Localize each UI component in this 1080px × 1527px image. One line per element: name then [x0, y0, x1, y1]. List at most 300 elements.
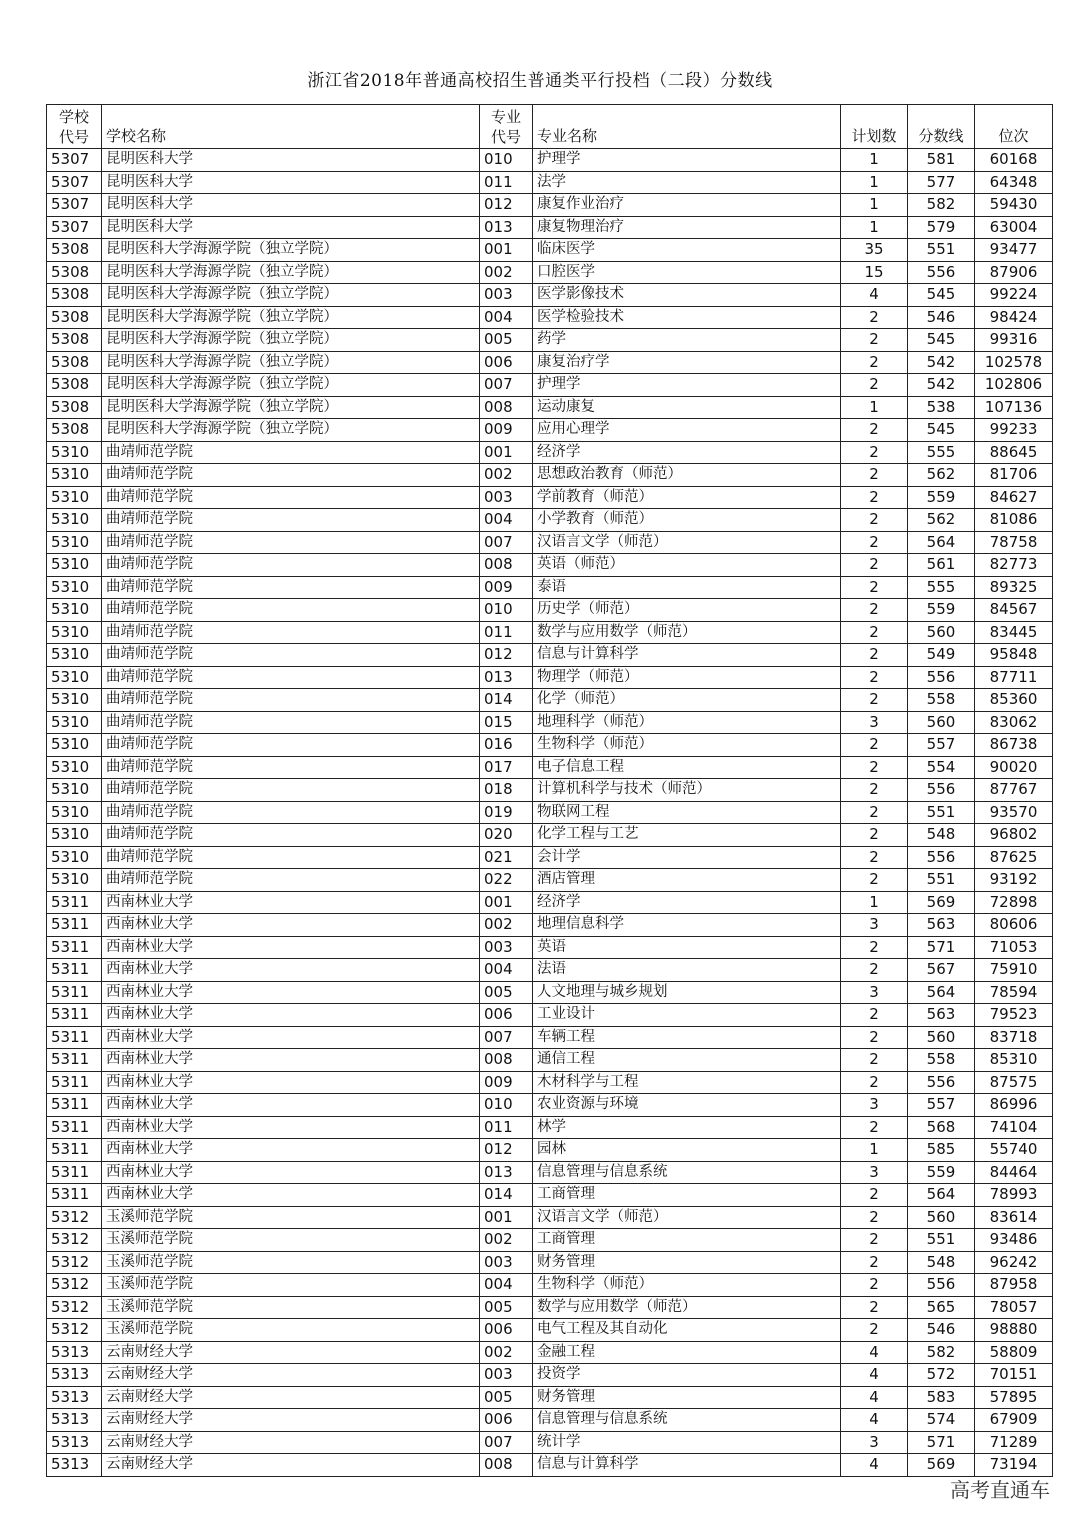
cell-major-name: 生物科学（师范）: [533, 1274, 841, 1297]
cell-school-code: 5307: [47, 216, 102, 239]
cell-school-code: 5313: [47, 1409, 102, 1432]
cell-school-code: 5312: [47, 1296, 102, 1319]
cell-plan: 4: [841, 284, 908, 307]
cell-score: 545: [908, 419, 975, 442]
cell-score: 572: [908, 1364, 975, 1387]
cell-school-name: 昆明医科大学海源学院（独立学院）: [102, 374, 480, 397]
cell-school-name: 曲靖师范学院: [102, 554, 480, 577]
cell-rank: 96802: [975, 824, 1053, 847]
cell-major-name: 工商管理: [533, 1229, 841, 1252]
table-row: [47, 374, 1053, 397]
table-row: [47, 1094, 1053, 1117]
cell-major-code: 006: [480, 1004, 533, 1027]
cell-plan: 4: [841, 1364, 908, 1387]
cell-score: 571: [908, 936, 975, 959]
cell-rank: 81086: [975, 509, 1053, 532]
table-row: [47, 1274, 1053, 1297]
cell-major-code: 015: [480, 711, 533, 734]
cell-major-name: 计算机科学与技术（师范）: [533, 779, 841, 802]
cell-major-name: 工业设计: [533, 1004, 841, 1027]
cell-school-name: 曲靖师范学院: [102, 464, 480, 487]
cell-plan: 4: [841, 1409, 908, 1432]
cell-major-name: 信息与计算科学: [533, 1454, 841, 1477]
cell-major-name: 应用心理学: [533, 419, 841, 442]
cell-plan: 2: [841, 1026, 908, 1049]
cell-school-name: 西南林业大学: [102, 1116, 480, 1139]
cell-score: 542: [908, 351, 975, 374]
cell-score: 560: [908, 1026, 975, 1049]
watermark: 高考直通车: [950, 1478, 1050, 1502]
cell-school-name: 西南林业大学: [102, 914, 480, 937]
cell-school-code: 5310: [47, 464, 102, 487]
cell-plan: 15: [841, 261, 908, 284]
table-row: [47, 711, 1053, 734]
cell-major-code: 020: [480, 824, 533, 847]
table-body: [47, 149, 1053, 1477]
table-row: [47, 779, 1053, 802]
cell-major-code: 010: [480, 149, 533, 172]
cell-score: 564: [908, 531, 975, 554]
cell-school-code: 5308: [47, 419, 102, 442]
header-school-name: 学校名称: [102, 105, 480, 149]
cell-school-code: 5310: [47, 599, 102, 622]
cell-score: 579: [908, 216, 975, 239]
cell-plan: 2: [841, 419, 908, 442]
cell-major-code: 012: [480, 644, 533, 667]
table-row: [47, 801, 1053, 824]
cell-school-code: 5311: [47, 1184, 102, 1207]
cell-plan: 1: [841, 149, 908, 172]
cell-plan: 2: [841, 689, 908, 712]
cell-plan: 2: [841, 756, 908, 779]
cell-score: 560: [908, 711, 975, 734]
cell-school-name: 昆明医科大学海源学院（独立学院）: [102, 351, 480, 374]
cell-rank: 96242: [975, 1251, 1053, 1274]
cell-rank: 85360: [975, 689, 1053, 712]
cell-plan: 2: [841, 869, 908, 892]
cell-major-name: 财务管理: [533, 1251, 841, 1274]
cell-score: 546: [908, 306, 975, 329]
cell-plan: 35: [841, 239, 908, 262]
cell-plan: 2: [841, 779, 908, 802]
cell-rank: 83062: [975, 711, 1053, 734]
table-row: [47, 1431, 1053, 1454]
cell-major-name: 物联网工程: [533, 801, 841, 824]
cell-rank: 63004: [975, 216, 1053, 239]
cell-rank: 78057: [975, 1296, 1053, 1319]
cell-plan: 2: [841, 1184, 908, 1207]
cell-score: 556: [908, 261, 975, 284]
cell-rank: 89325: [975, 576, 1053, 599]
table-row: [47, 621, 1053, 644]
cell-school-name: 曲靖师范学院: [102, 576, 480, 599]
cell-major-code: 013: [480, 666, 533, 689]
cell-school-code: 5312: [47, 1319, 102, 1342]
cell-plan: 2: [841, 1071, 908, 1094]
cell-rank: 107136: [975, 396, 1053, 419]
cell-major-name: 法语: [533, 959, 841, 982]
cell-score: 577: [908, 171, 975, 194]
cell-rank: 74104: [975, 1116, 1053, 1139]
cell-major-code: 019: [480, 801, 533, 824]
cell-major-code: 006: [480, 351, 533, 374]
cell-major-name: 酒店管理: [533, 869, 841, 892]
cell-school-code: 5310: [47, 441, 102, 464]
table-row: [47, 1364, 1053, 1387]
cell-score: 557: [908, 1094, 975, 1117]
header-major-code-line1: 专业: [490, 108, 521, 126]
cell-score: 560: [908, 621, 975, 644]
cell-rank: 75910: [975, 959, 1053, 982]
cell-plan: 2: [841, 1116, 908, 1139]
cell-school-name: 西南林业大学: [102, 1071, 480, 1094]
table-row: [47, 846, 1053, 869]
cell-plan: 2: [841, 554, 908, 577]
cell-rank: 78594: [975, 981, 1053, 1004]
cell-rank: 90020: [975, 756, 1053, 779]
cell-plan: 2: [841, 936, 908, 959]
table-row: [47, 599, 1053, 622]
cell-school-name: 曲靖师范学院: [102, 734, 480, 757]
cell-school-name: 曲靖师范学院: [102, 824, 480, 847]
cell-school-code: 5313: [47, 1364, 102, 1387]
cell-major-code: 009: [480, 419, 533, 442]
cell-major-name: 会计学: [533, 846, 841, 869]
table-row: [47, 1319, 1053, 1342]
cell-major-name: 电子信息工程: [533, 756, 841, 779]
cell-score: 549: [908, 644, 975, 667]
cell-score: 542: [908, 374, 975, 397]
cell-school-name: 西南林业大学: [102, 891, 480, 914]
table-row: [47, 1116, 1053, 1139]
cell-plan: 2: [841, 329, 908, 352]
cell-plan: 2: [841, 1229, 908, 1252]
table-row: [47, 1161, 1053, 1184]
cell-school-name: 昆明医科大学海源学院（独立学院）: [102, 239, 480, 262]
cell-major-code: 010: [480, 1094, 533, 1117]
table-row: [47, 734, 1053, 757]
cell-major-name: 农业资源与环境: [533, 1094, 841, 1117]
header-major-code-line2: 代号: [490, 128, 521, 146]
header-major-name: 专业名称: [533, 105, 841, 149]
header-school-code-line2: 代号: [58, 128, 89, 146]
cell-major-name: 经济学: [533, 441, 841, 464]
cell-school-code: 5311: [47, 1071, 102, 1094]
cell-school-name: 玉溪师范学院: [102, 1274, 480, 1297]
cell-score: 548: [908, 1251, 975, 1274]
cell-school-name: 昆明医科大学海源学院（独立学院）: [102, 284, 480, 307]
cell-school-name: 曲靖师范学院: [102, 801, 480, 824]
cell-major-name: 泰语: [533, 576, 841, 599]
cell-rank: 93192: [975, 869, 1053, 892]
cell-major-name: 英语（师范）: [533, 554, 841, 577]
cell-plan: 2: [841, 1274, 908, 1297]
cell-school-code: 5313: [47, 1341, 102, 1364]
cell-major-code: 004: [480, 509, 533, 532]
table-row: [47, 486, 1053, 509]
cell-plan: 2: [841, 1004, 908, 1027]
cell-major-name: 临床医学: [533, 239, 841, 262]
cell-school-name: 曲靖师范学院: [102, 779, 480, 802]
cell-plan: 1: [841, 1139, 908, 1162]
cell-rank: 99233: [975, 419, 1053, 442]
cell-rank: 71053: [975, 936, 1053, 959]
cell-score: 564: [908, 981, 975, 1004]
cell-score: 571: [908, 1431, 975, 1454]
cell-plan: 2: [841, 486, 908, 509]
cell-plan: 2: [841, 374, 908, 397]
cell-rank: 84627: [975, 486, 1053, 509]
cell-major-name: 工商管理: [533, 1184, 841, 1207]
table-row: [47, 1071, 1053, 1094]
table-row: [47, 149, 1053, 172]
cell-major-name: 信息与计算科学: [533, 644, 841, 667]
cell-score: 569: [908, 1454, 975, 1477]
cell-school-code: 5311: [47, 891, 102, 914]
cell-rank: 87575: [975, 1071, 1053, 1094]
cell-school-name: 昆明医科大学海源学院（独立学院）: [102, 419, 480, 442]
cell-major-code: 002: [480, 914, 533, 937]
cell-major-code: 016: [480, 734, 533, 757]
cell-plan: 2: [841, 1251, 908, 1274]
cell-school-code: 5308: [47, 239, 102, 262]
cell-rank: 82773: [975, 554, 1053, 577]
table-row: [47, 1004, 1053, 1027]
cell-major-code: 003: [480, 936, 533, 959]
table-row: [47, 464, 1053, 487]
cell-school-name: 西南林业大学: [102, 1139, 480, 1162]
cell-school-name: 西南林业大学: [102, 959, 480, 982]
cell-rank: 79523: [975, 1004, 1053, 1027]
cell-plan: 2: [841, 1296, 908, 1319]
table-row: [47, 1206, 1053, 1229]
cell-major-code: 013: [480, 1161, 533, 1184]
cell-school-name: 曲靖师范学院: [102, 486, 480, 509]
cell-plan: 2: [841, 1049, 908, 1072]
cell-school-code: 5310: [47, 621, 102, 644]
cell-major-code: 001: [480, 1206, 533, 1229]
cell-school-name: 云南财经大学: [102, 1454, 480, 1477]
table-row: [47, 261, 1053, 284]
cell-major-code: 001: [480, 891, 533, 914]
cell-rank: 80606: [975, 914, 1053, 937]
header-school-code: [47, 105, 102, 149]
cell-plan: 3: [841, 1094, 908, 1117]
cell-school-code: 5311: [47, 936, 102, 959]
cell-plan: 2: [841, 621, 908, 644]
cell-school-name: 西南林业大学: [102, 1026, 480, 1049]
cell-plan: 2: [841, 531, 908, 554]
cell-rank: 99224: [975, 284, 1053, 307]
cell-school-code: 5310: [47, 689, 102, 712]
cell-school-code: 5310: [47, 509, 102, 532]
cell-school-code: 5313: [47, 1454, 102, 1477]
cell-major-code: 007: [480, 1026, 533, 1049]
cell-major-code: 021: [480, 846, 533, 869]
cell-rank: 81706: [975, 464, 1053, 487]
cell-major-name: 化学（师范）: [533, 689, 841, 712]
cell-school-name: 玉溪师范学院: [102, 1251, 480, 1274]
cell-rank: 102806: [975, 374, 1053, 397]
cell-major-code: 005: [480, 981, 533, 1004]
cell-school-code: 5310: [47, 666, 102, 689]
cell-school-code: 5310: [47, 576, 102, 599]
table-row: [47, 1296, 1053, 1319]
cell-plan: 2: [841, 824, 908, 847]
cell-school-code: 5311: [47, 1026, 102, 1049]
cell-major-name: 电气工程及其自动化: [533, 1319, 841, 1342]
cell-score: 545: [908, 329, 975, 352]
cell-rank: 78993: [975, 1184, 1053, 1207]
cell-school-code: 5313: [47, 1386, 102, 1409]
cell-rank: 59430: [975, 194, 1053, 217]
table-row: [47, 959, 1053, 982]
cell-major-name: 护理学: [533, 374, 841, 397]
cell-major-name: 统计学: [533, 1431, 841, 1454]
cell-school-name: 西南林业大学: [102, 1184, 480, 1207]
cell-plan: 2: [841, 644, 908, 667]
cell-score: 546: [908, 1319, 975, 1342]
cell-major-name: 园林: [533, 1139, 841, 1162]
cell-major-code: 002: [480, 464, 533, 487]
cell-rank: 87767: [975, 779, 1053, 802]
header-score: 分数线: [908, 105, 975, 149]
cell-major-name: 林学: [533, 1116, 841, 1139]
cell-major-code: 003: [480, 284, 533, 307]
cell-school-name: 曲靖师范学院: [102, 666, 480, 689]
cell-school-name: 西南林业大学: [102, 981, 480, 1004]
cell-score: 582: [908, 1341, 975, 1364]
cell-rank: 87711: [975, 666, 1053, 689]
cell-rank: 55740: [975, 1139, 1053, 1162]
cell-major-name: 汉语言文学（师范）: [533, 1206, 841, 1229]
table-row: [47, 891, 1053, 914]
cell-school-code: 5310: [47, 554, 102, 577]
table-row: [47, 1026, 1053, 1049]
cell-rank: 102578: [975, 351, 1053, 374]
cell-rank: 64348: [975, 171, 1053, 194]
cell-major-code: 004: [480, 959, 533, 982]
cell-plan: 2: [841, 1319, 908, 1342]
cell-major-code: 006: [480, 1319, 533, 1342]
cell-school-code: 5312: [47, 1229, 102, 1252]
cell-score: 561: [908, 554, 975, 577]
cell-rank: 93477: [975, 239, 1053, 262]
cell-rank: 87906: [975, 261, 1053, 284]
cell-rank: 83718: [975, 1026, 1053, 1049]
cell-school-name: 云南财经大学: [102, 1341, 480, 1364]
cell-school-code: 5310: [47, 486, 102, 509]
cell-major-code: 005: [480, 1296, 533, 1319]
cell-score: 559: [908, 599, 975, 622]
cell-plan: 2: [841, 846, 908, 869]
table-row: [47, 531, 1053, 554]
cell-score: 551: [908, 801, 975, 824]
cell-school-code: 5307: [47, 171, 102, 194]
cell-score: 538: [908, 396, 975, 419]
cell-plan: 2: [841, 464, 908, 487]
cell-school-code: 5312: [47, 1274, 102, 1297]
cell-plan: 2: [841, 1206, 908, 1229]
cell-school-code: 5310: [47, 846, 102, 869]
cell-school-name: 曲靖师范学院: [102, 846, 480, 869]
cell-major-name: 康复物理治疗: [533, 216, 841, 239]
cell-school-name: 曲靖师范学院: [102, 689, 480, 712]
cell-school-name: 曲靖师范学院: [102, 644, 480, 667]
cell-school-code: 5310: [47, 824, 102, 847]
cell-plan: 2: [841, 801, 908, 824]
cell-plan: 2: [841, 959, 908, 982]
cell-plan: 2: [841, 441, 908, 464]
table-row: [47, 194, 1053, 217]
table-row: [47, 869, 1053, 892]
table-row: [47, 1386, 1053, 1409]
cell-school-name: 曲靖师范学院: [102, 531, 480, 554]
cell-plan: 1: [841, 171, 908, 194]
cell-major-name: 木材科学与工程: [533, 1071, 841, 1094]
cell-major-name: 数学与应用数学（师范）: [533, 621, 841, 644]
cell-rank: 72898: [975, 891, 1053, 914]
cell-rank: 87958: [975, 1274, 1053, 1297]
cell-school-name: 昆明医科大学: [102, 216, 480, 239]
cell-score: 545: [908, 284, 975, 307]
cell-school-name: 玉溪师范学院: [102, 1229, 480, 1252]
table-row: [47, 1229, 1053, 1252]
cell-rank: 78758: [975, 531, 1053, 554]
cell-major-name: 经济学: [533, 891, 841, 914]
cell-school-code: 5310: [47, 644, 102, 667]
cell-score: 555: [908, 441, 975, 464]
cell-rank: 98880: [975, 1319, 1053, 1342]
cell-rank: 83445: [975, 621, 1053, 644]
table-row: [47, 1341, 1053, 1364]
table-row: [47, 824, 1053, 847]
table-row: [47, 644, 1053, 667]
cell-score: 563: [908, 1004, 975, 1027]
cell-plan: 4: [841, 1454, 908, 1477]
cell-school-code: 5307: [47, 149, 102, 172]
cell-major-name: 地理信息科学: [533, 914, 841, 937]
cell-rank: 93570: [975, 801, 1053, 824]
cell-major-name: 车辆工程: [533, 1026, 841, 1049]
table-row: [47, 1251, 1053, 1274]
cell-school-code: 5310: [47, 711, 102, 734]
cell-plan: 1: [841, 194, 908, 217]
cell-school-code: 5311: [47, 914, 102, 937]
table-row: [47, 306, 1053, 329]
cell-plan: 4: [841, 1386, 908, 1409]
table-row: [47, 171, 1053, 194]
cell-school-code: 5308: [47, 329, 102, 352]
cell-plan: 3: [841, 711, 908, 734]
cell-school-name: 玉溪师范学院: [102, 1319, 480, 1342]
cell-score: 551: [908, 1229, 975, 1252]
cell-school-name: 云南财经大学: [102, 1386, 480, 1409]
table-row: [47, 981, 1053, 1004]
cell-school-code: 5311: [47, 1161, 102, 1184]
table-row: [47, 351, 1053, 374]
header-major-code: [480, 105, 533, 149]
cell-school-name: 西南林业大学: [102, 1161, 480, 1184]
cell-major-code: 008: [480, 396, 533, 419]
cell-major-code: 008: [480, 554, 533, 577]
table-header-row: [47, 105, 1053, 149]
table-row: [47, 419, 1053, 442]
cell-school-name: 西南林业大学: [102, 1094, 480, 1117]
table-row: [47, 576, 1053, 599]
cell-plan: 3: [841, 1161, 908, 1184]
cell-school-code: 5312: [47, 1251, 102, 1274]
